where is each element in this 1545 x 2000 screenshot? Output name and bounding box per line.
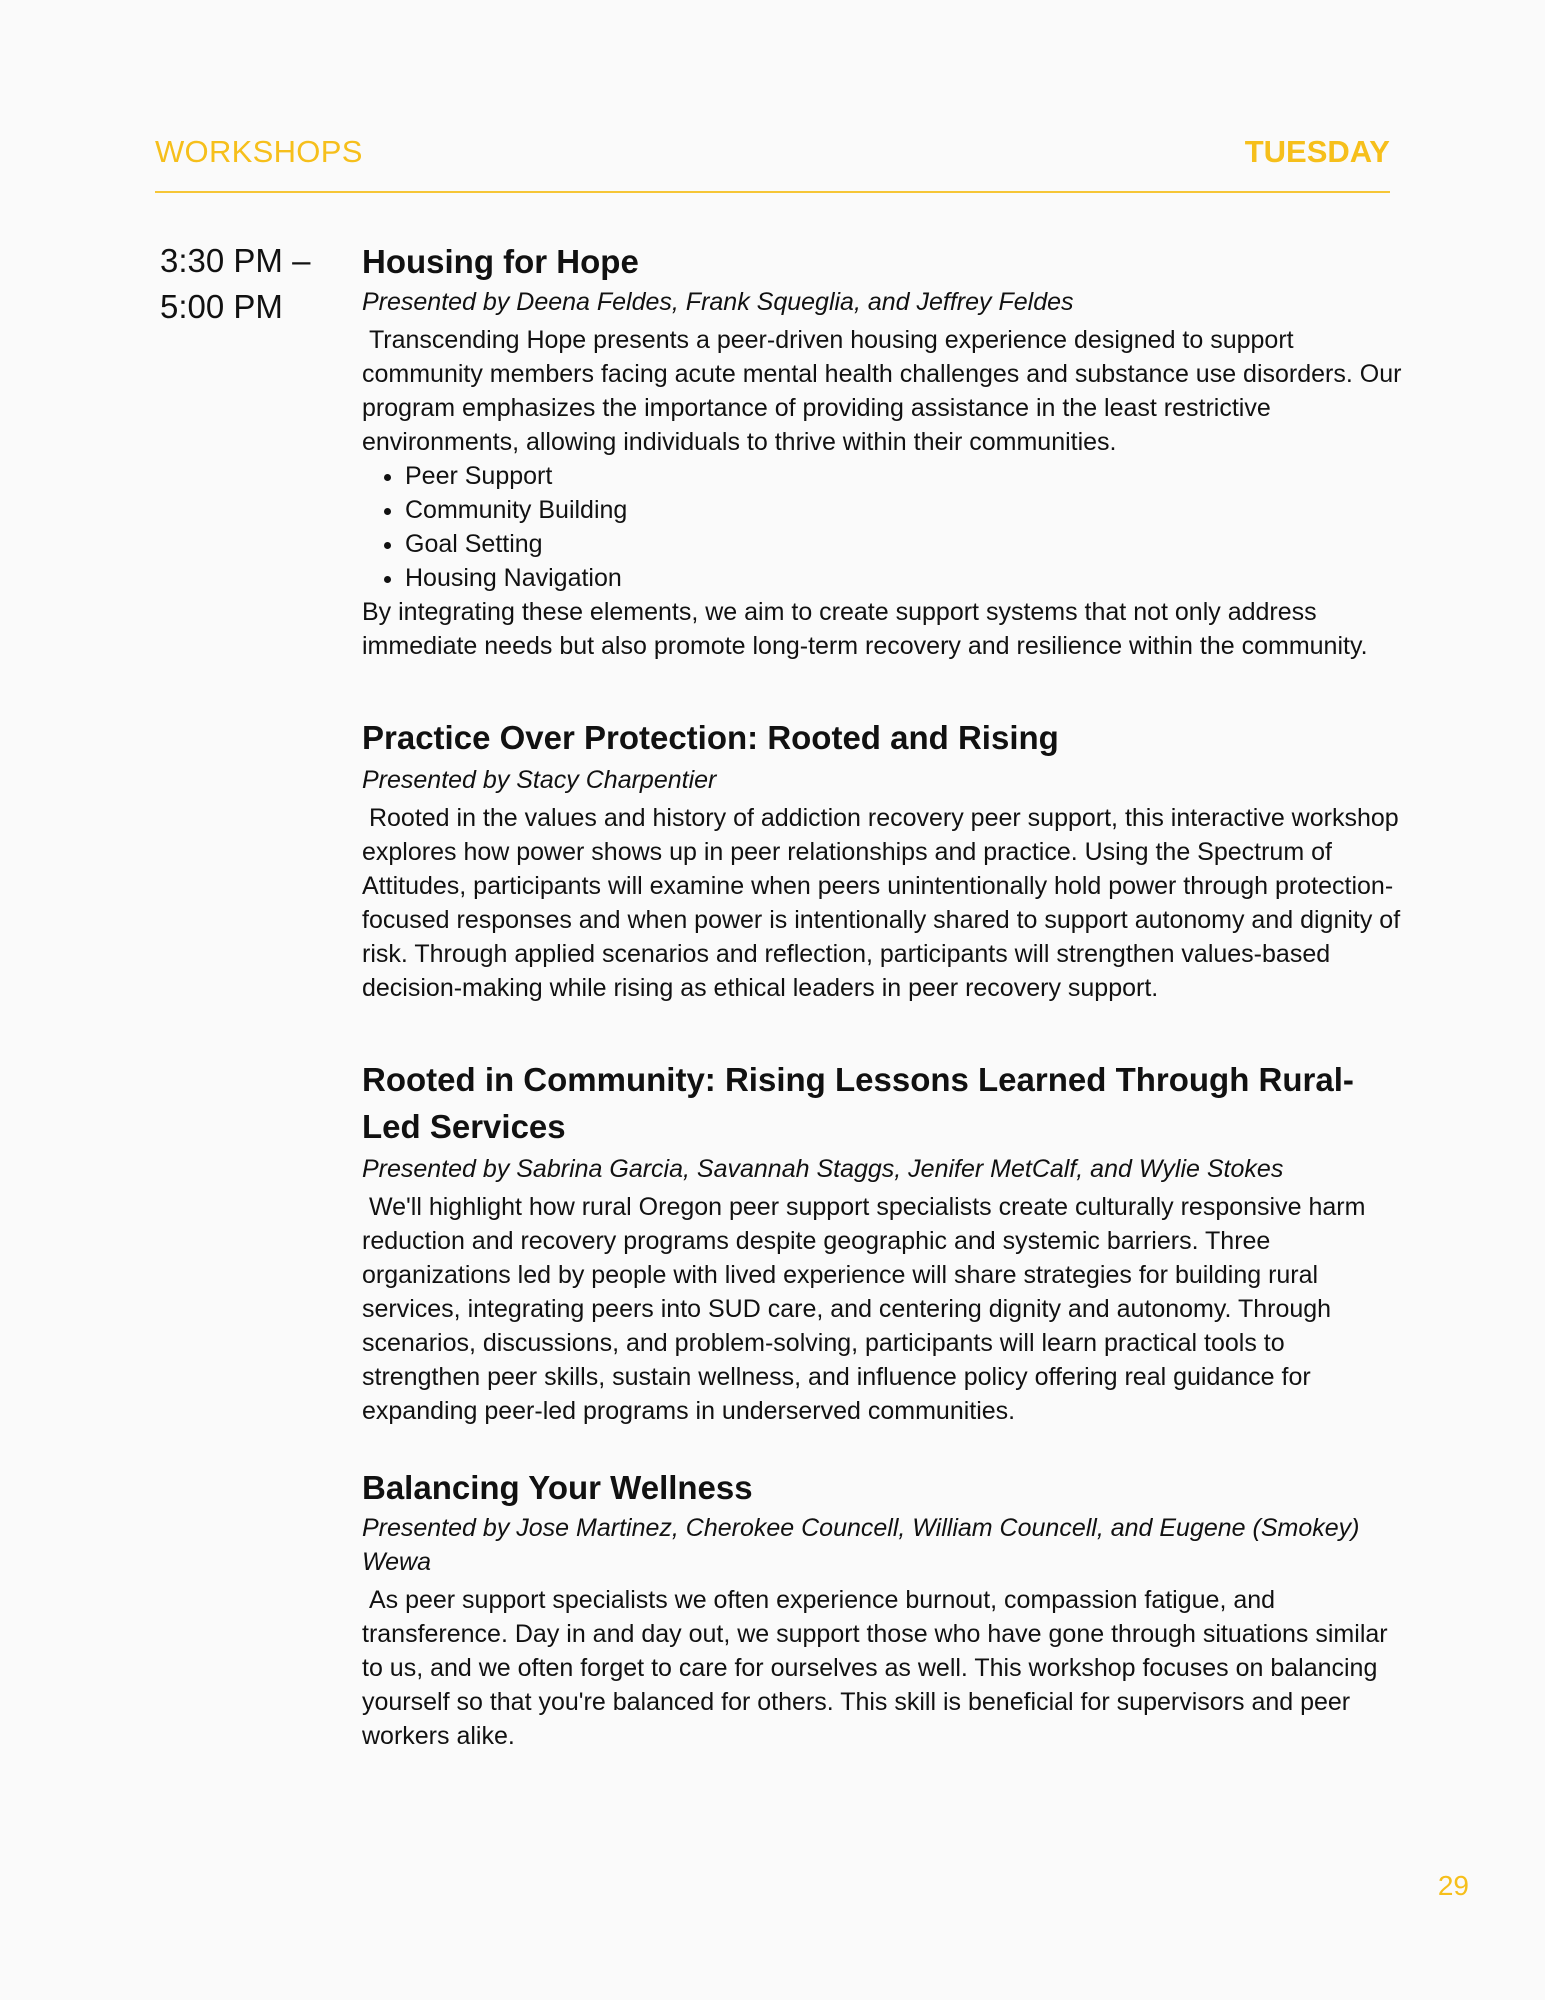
- session-description: We'll highlight how rural Oregon peer support specialists create culturally responsive harm reduction and recovery programs despite geographic and systemic barriers. Three organizations led by people with lived experience will share strategies for building rural services, integrating peers into SUD care, and centering dignity and autonomy. Through scenarios, discussions, and problem-solving, participants will learn practical tools to strengthen peer skills, sustain wellness, and influence policy offering real guidance for expanding peer-led programs in underserved communities.: [362, 1193, 1373, 1425]
- time-end: 5:00 PM: [160, 288, 283, 325]
- list-item: • Housing Navigation: [405, 561, 1402, 595]
- session-description: Transcending Hope presents a peer-driven housing experience designed to support community members facing acute mental health challenges and substance use disorders. Our program emphasizes the importance of providing assistance in the least restrictive environments, allowing individuals to thrive within their communities.: [362, 326, 1409, 456]
- session-closing: By integrating these elements, we aim to create support systems that not only address immediate needs but also promote long-term recovery and resilience within the community.: [362, 598, 1368, 660]
- session-title: Housing for Hope: [362, 243, 639, 280]
- session-presenters: Presented by Jose Martinez, Cherokee Councell, William Councell, and Eugene (Smokey) Wewa: [362, 1514, 1360, 1576]
- time-slot: [160, 238, 350, 330]
- session-rooted-in-community: [362, 1056, 1402, 1428]
- session-presenters: Presented by Sabrina Garcia, Savannah Staggs, Jenifer MetCalf, and Wylie Stokes: [362, 1155, 1284, 1183]
- session-description: Rooted in the values and history of addiction recovery peer support, this interactive workshop explores how power shows up in peer relationships and practice. Using the Spectrum of Attitudes, participants will examine when peers unintentionally hold power through protection-focused responses and when power is intentionally shared to support autonomy and dignity of risk. Through applied scenarios and reflection, participants will strengthen values-based decision-making while rising as ethical leaders in peer recovery support.: [362, 804, 1408, 1002]
- section-label: WORKSHOPS: [155, 134, 363, 169]
- session-title: Balancing Your Wellness: [362, 1469, 753, 1506]
- session-presenters: Presented by Stacy Charpentier: [362, 766, 717, 794]
- sessions-list: [362, 238, 1409, 1753]
- session-practice-over-protection: [362, 714, 1408, 1005]
- header-divider: [155, 191, 1390, 193]
- page-number: 29: [1437, 1870, 1469, 1901]
- session-bullet-list: [362, 459, 1402, 595]
- list-item: • Peer Support: [405, 459, 1402, 493]
- page-header: [155, 134, 1390, 174]
- session-title: Practice Over Protection: Rooted and Rising: [362, 719, 1059, 756]
- session-description: As peer support specialists we often experience burnout, compassion fatigue, and transference. Day in and day out, we support those who have gone through situations similar to us, and we often forget to care for ourselves as well. This workshop focuses on balancing yourself so that you're balanced for others. This skill is beneficial for supervisors and peer workers alike.: [362, 1586, 1395, 1750]
- list-item: • Goal Setting: [405, 527, 1402, 561]
- session-presenters: Presented by Deena Feldes, Frank Squeglia, and Jeffrey Feldes: [362, 288, 1074, 316]
- session-housing-for-hope: [362, 238, 1409, 663]
- session-title: Rooted in Community: Rising Lessons Learned Through Rural-Led Services: [362, 1061, 1354, 1145]
- time-start: 3:30 PM –: [160, 242, 311, 279]
- session-balancing-your-wellness: [362, 1464, 1402, 1753]
- day-label: TUESDAY: [1244, 134, 1390, 169]
- list-item: • Community Building: [405, 493, 1402, 527]
